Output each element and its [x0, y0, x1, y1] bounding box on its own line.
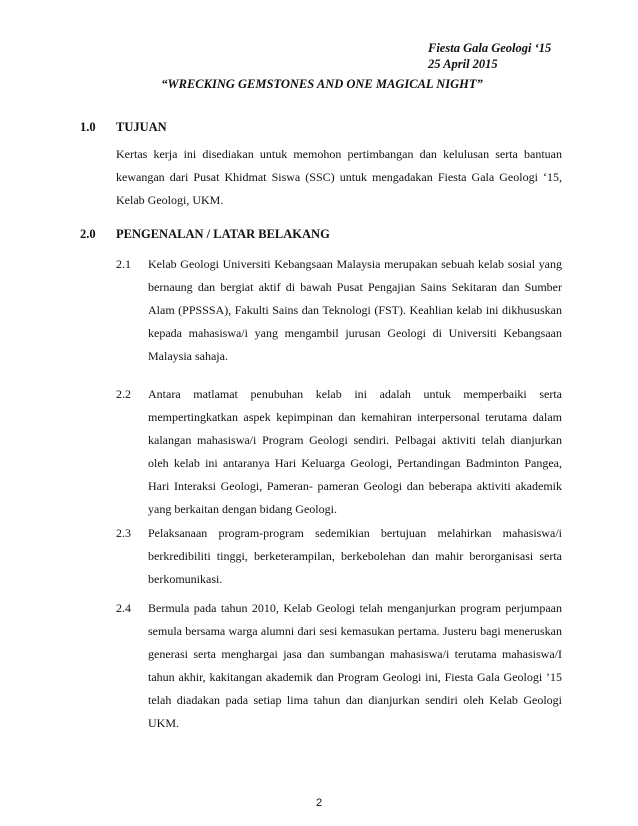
subsection-number-2-1: 2.1: [116, 257, 131, 271]
section-paragraph-tujuan: Kertas kerja ini disediakan untuk memohon pertimbangan dan kelulusan serta bantuan kewangan dari Pusat Khidmat Siswa (SSC) untuk mengadakan Fiesta Gala Geologi ‘15, Kelab Geologi, UKM.: [116, 147, 562, 207]
page-number: 2: [315, 797, 323, 809]
subsection-paragraph-2-4: Bermula pada tahun 2010, Kelab Geologi telah menganjurkan program perjumpaan semula bersama warga alumni dari sesi kemasukan pertama. Justeru bagi meneruskan generasi serta menghargai jasa dan sumbangan mahasiswa/i terutama mahasiswa/I tahun akhir, kakitangan akademik dan Program Geologi ini, Fiesta Gala Geologi ’15 telah diadakan pada setiap lima tahun dan dianjurkan sendiri oleh Kelab Geologi UKM.: [148, 601, 562, 730]
subsection-number-2-2: 2.2: [116, 387, 131, 401]
subsection-paragraph-2-1: Kelab Geologi Universiti Kebangsaan Malaysia merupakan sebuah kelab sosial yang bernaung dan bergiat aktif di bawah Pusat Pengajian Sains Sekitaran dan Sumber Alam (PPSSSA), Fakulti Sains dan Teknologi (FST). Keahlian kelab ini dikhususkan kepada mahasiswa/i yang mengambil jurusan Geologi di Universiti Kebangsaan Malaysia sahaja.: [148, 257, 562, 363]
subsection-number-2-4: 2.4: [116, 601, 131, 615]
header-date: 25 April 2015: [428, 57, 498, 71]
document-title: “WRECKING GEMSTONES AND ONE MAGICAL NIGHT”: [161, 77, 483, 91]
section-number-tujuan: 1.0: [80, 120, 96, 134]
subsection-paragraph-2-3: Pelaksanaan program-program sedemikian bertujuan melahirkan mahasiswa/i berkredibiliti tinggi, berketerampilan, berkebolehan dan mahir berorganisasi serta berkomunikasi.: [148, 526, 562, 586]
section-number-pengenalan: 2.0: [80, 227, 96, 241]
section-title-pengenalan: PENGENALAN / LATAR BELAKANG: [116, 227, 330, 241]
header-event-name: Fiesta Gala Geologi ‘15: [428, 41, 552, 55]
subsection-paragraph-2-2: Antara matlamat penubuhan kelab ini adalah untuk memperbaiki serta mempertingkatkan aspek kepimpinan dan kemahiran interpersonal terutama dalam kalangan mahasiswa/i Program Geologi sendiri. Pelbagai aktiviti telah dianjurkan oleh kelab ini antaranya Hari Keluarga Geologi, Pertandingan Badminton Pangea, Hari Interaksi Geologi, Pameran- pameran Geologi dan beberapa aktiviti akademik yang berkaitan dengan bidang Geologi.: [148, 387, 562, 516]
subsection-number-2-3: 2.3: [116, 526, 131, 540]
document-header: [428, 40, 551, 72]
section-title-tujuan: TUJUAN: [116, 120, 167, 134]
